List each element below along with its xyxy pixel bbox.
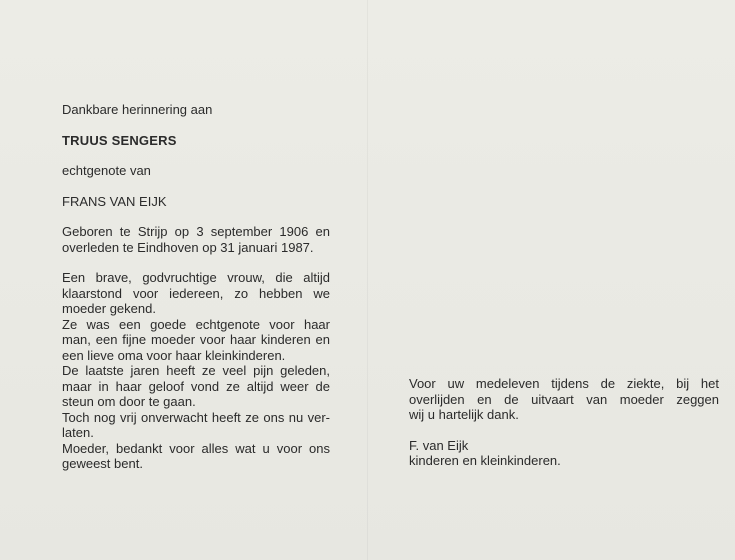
- tribute-paragraph: [62, 270, 330, 472]
- thanks-line: overlijden en de uitvaart van moeder zeggen: [409, 391, 719, 407]
- tribute-line: klaarstond voor iedereen, zo hebben we: [62, 285, 330, 301]
- tribute-line: geweest bent.: [62, 456, 143, 471]
- tribute-line: man, een fijne moeder voor haar kinderen en: [62, 332, 330, 347]
- intro-text: Dankbare herinnering aan: [62, 102, 213, 117]
- tribute-line: moeder gekend.: [62, 301, 156, 316]
- thanks-paragraph: [409, 376, 719, 423]
- tribute-line: De laatste jaren heeft ze veel pijn geleden,: [62, 363, 330, 378]
- tribute-line: Moeder, bedankt voor alles wat u voor ons: [62, 440, 330, 456]
- tribute-line: Een brave, godvruchtige vrouw, die altijd: [62, 270, 330, 285]
- spouse-name: FRANS VAN EIJK: [62, 193, 167, 209]
- family-line: kinderen en kleinkinderen.: [409, 453, 561, 468]
- tribute-line: laten.: [62, 425, 94, 440]
- card-fold: [367, 0, 368, 560]
- tribute-line: Ze was een goede echtgenote voor haar: [62, 316, 330, 332]
- left-panel: [62, 102, 330, 472]
- tribute-line: een lieve oma voor haar kleinkinderen.: [62, 347, 286, 363]
- tribute-line: Toch nog vrij onverwacht heeft ze ons nu ver-: [62, 409, 330, 425]
- tribute-line: steun om door te gaan.: [62, 394, 196, 409]
- tribute-line: maar in haar geloof vond ze altijd weer de: [62, 378, 330, 394]
- thanks-line: Voor uw medeleven tijdens de ziekte, bij het: [409, 376, 719, 391]
- thanks-line: wij u hartelijk dank.: [409, 407, 519, 422]
- birth-line: Geboren te Strijp op 3 september 1906 en: [62, 224, 330, 239]
- spouse-intro: echtgenote van: [62, 163, 151, 178]
- deceased-name: TRUUS SENGERS: [62, 132, 177, 148]
- birth-death-paragraph: [62, 224, 330, 255]
- signature: F. van Eijk: [409, 437, 469, 453]
- right-panel: [409, 376, 719, 469]
- death-line: overleden te Eindhoven op 31 januari 1987.: [62, 239, 314, 255]
